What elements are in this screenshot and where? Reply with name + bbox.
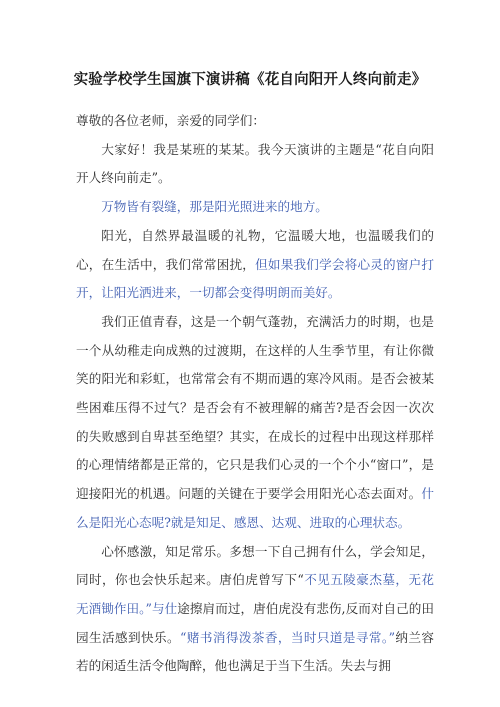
document-title: 实验学校学生国旗下演讲稿《花自向阳开人终向前走》 <box>73 72 427 88</box>
highlighted-text: 不见五陵豪杰墓，无花无酒锄作田。”与仕 <box>76 572 434 616</box>
paragraph-text: 我们正值青春，这是一个朝气蓬勃，充满活力的时期，也是一个从幼稚走向成熟的过渡期，在这样的人生季节里，有让你微笑的阳光和彩虹，也常常会有不期而遇的寒冷风雨。是否会被某些困难压得不过气？是否会有不被理解的痛苦?是否会因一次次的失败感到自卑甚至绝望？其实，在成长的过程中出现这样那样的心理情绪都是正常的，它只是我们心灵的一个个小“窗口”，是迎接阳光的机遇。问题的关键在于要学会用阳光心态去面对。 <box>76 313 434 502</box>
paragraph-text: 纳兰容若的闲适生活令他陶醉，他也满足于当下生活。失去与拥 <box>76 629 435 674</box>
paragraph <box>76 538 434 682</box>
highlighted-text: “赌书消得泼茶香，当时只道是寻常。” <box>180 629 396 645</box>
highlighted-text: 什么是阳光心态呢?就是知足、感恩、达观、进取的心理状态。 <box>76 486 434 530</box>
paragraph <box>76 136 434 193</box>
highlighted-text: 但如果我们学会将心灵的窗户打开，让阳光洒进来，一切都会变得明朗而美好。 <box>76 256 435 301</box>
paragraph <box>76 308 434 538</box>
document-body <box>76 107 434 681</box>
paragraph-text: 阳光，自然界最温暖的礼物，它温暖大地，也温暖我们的心，在生活中，我们常常困扰， <box>76 227 434 272</box>
paragraph-text: 大家好！我是某班的某某。我今天演讲的主题是“花自向阳开人终向前走”。 <box>76 141 434 186</box>
highlighted-text: 万物皆有裂缝，那是阳光照进来的地方。 <box>101 199 328 215</box>
paragraph-text: 途擦肩而过，唐伯虎没有悲伤,反而对自己的田园生活感到快乐。 <box>76 600 434 645</box>
paragraph <box>76 193 434 222</box>
salutation <box>76 107 434 136</box>
paragraph-text: 心怀感激，知足常乐。多想一下自己拥有什么，学会知足，同时，你也会快乐起来。唐伯虎曾写下“ <box>76 543 434 588</box>
paragraph <box>76 222 434 308</box>
paragraph-text: 尊敬的各位老师，亲爱的同学们： <box>76 113 265 128</box>
